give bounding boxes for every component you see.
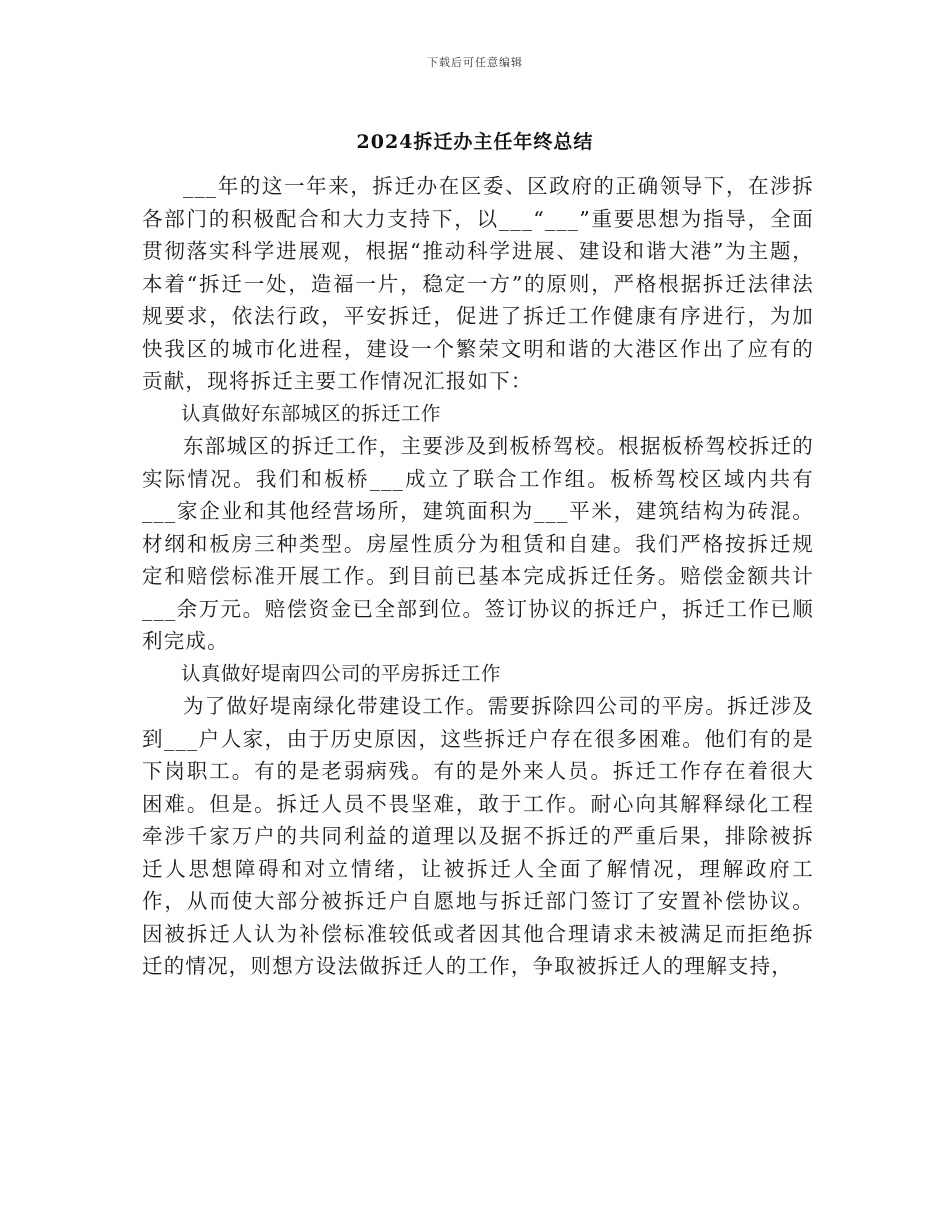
header-note: 下载后可任意编辑 (427, 56, 523, 69)
paragraph-east: 东部城区的拆迁工作，主要涉及到板桥驾校。根据板桥驾校拆迁的实际情况。我们和板桥___成立了联合工作组。板桥驾校区域内共有___家企业和其他经营场所，建筑面积为___平米，建筑结构为砖混。材纲和板房三种类型。房屋性质分为租赁和自建。我们严格按拆迁规定和赔偿标准开展工作。到目前已基本完成拆迁任务。赔偿金额共计___余万元。赔偿资金已全部到位。签订协议的拆迁户，拆迁工作已顺利完成。 (142, 434, 814, 653)
document-body (142, 170, 814, 983)
document-title: 2024拆迁办主任年终总结 (356, 131, 594, 153)
paragraph-intro: ___年的这一年来，拆迁办在区委、区政府的正确领导下，在涉拆各部门的积极配合和大力支持下，以___“___”重要思想为指导，全面贯彻落实科学进展观，根据“推动科学进展、建设和谐大港”为主题，本着“拆迁一处，造福一片，稳定一方”的原则，严格根据拆迁法律法规要求，依法行政，平安拆迁，促进了拆迁工作健康有序进行，为加快我区的城市化进程，建设一个繁荣文明和谐的大港区作出了应有的贡献，现将拆迁主要工作情况汇报如下： (142, 174, 814, 393)
section-heading-east: 认真做好东部城区的拆迁工作 (181, 401, 442, 425)
section-heading-dinan: 认真做好堤南四公司的平房拆迁工作 (181, 661, 502, 685)
paragraph-dinan: 为了做好堤南绿化带建设工作。需要拆除四公司的平房。拆迁涉及到___户人家，由于历史原因，这些拆迁户存在很多困难。他们有的是下岗职工。有的是老弱病残。有的是外来人员。拆迁工作存在着很大困难。但是。拆迁人员不畏坚难，敢于工作。耐心向其解释绿化工程牵涉千家万户的共同利益的道理以及据不拆迁的严重后果，排除被拆迁人思想障碍和对立情绪，让被拆迁人全面了解情况，理解政府工作，从而使大部分被拆迁户自愿地与拆迁部门签订了安置补偿协议。因被拆迁人认为补偿标准较低或者因其他合理请求未被满足而拒绝拆迁的情况，则想方设法做拆迁人的工作，争取被拆迁人的理解支持， (142, 694, 814, 978)
